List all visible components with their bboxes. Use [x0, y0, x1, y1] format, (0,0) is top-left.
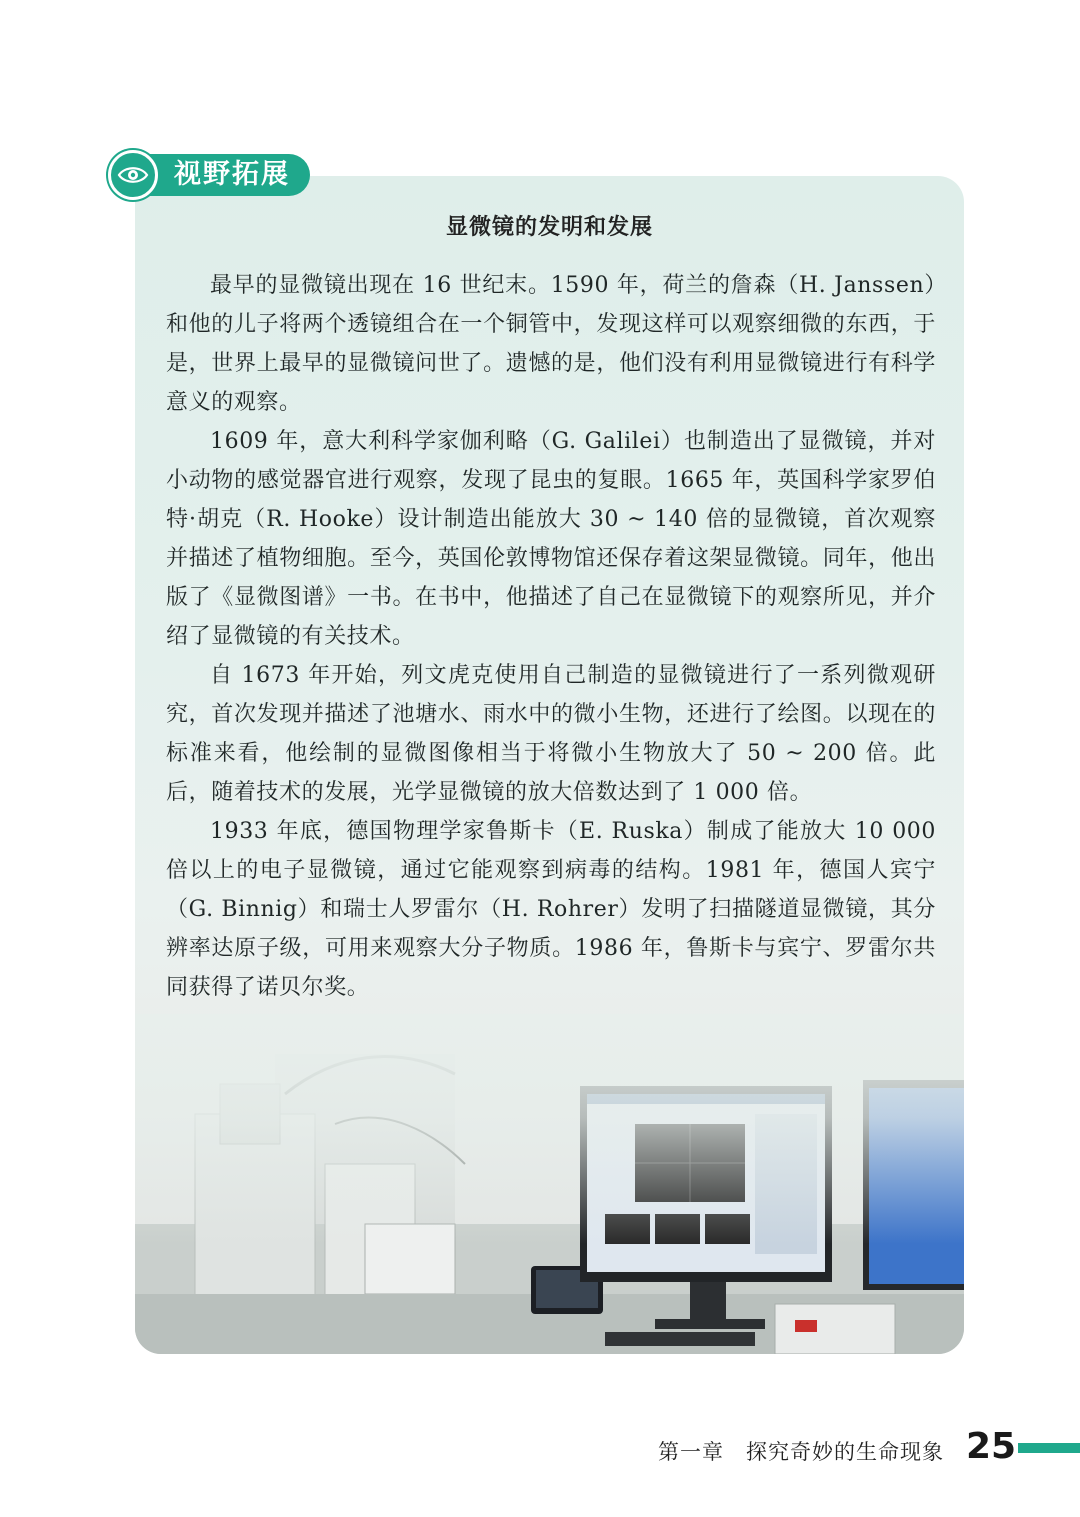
paragraph: 自 1673 年开始，列文虎克使用自己制造的显微镜进行了一系列微观研究，首次发现并描述了池塘水、雨水中的微小生物，还进行了绘图。以现在的标准来看，他绘制的显微图像相当于将微小生物放大了 50 ~ 200 倍。此后，随着技术的发展，光学显微镜的放大倍数达到了 1 000 倍。: [166, 663, 936, 805]
chapter-title: 第一章 探究奇妙的生命现象: [658, 1440, 944, 1464]
eye-icon: [117, 163, 149, 187]
electron-microscope-lab-photo: [135, 1014, 964, 1354]
paragraph: 1933 年底，德国物理学家鲁斯卡（E. Ruska）制成了能放大 10 000 倍以上的电子显微镜，通过它能观察到病毒的结构。1981 年，德国人宾宁（G. Binnig）和瑞士人罗雷尔（H. Rohrer）发明了扫描隧道显微镜，其分辨率达原子级，可用来观察大分子物质。1986 年，鲁斯卡与宾宁、罗雷尔共同获得了诺贝尔奖。: [166, 819, 936, 1000]
page-number: 25: [966, 1426, 1017, 1467]
paragraph: 最早的显微镜出现在 16 世纪末。1590 年，荷兰的詹森（H. Janssen）和他的儿子将两个透镜组合在一个铜管中，发现这样可以观察细微的东西，于是，世界上最早的显微镜问世了。遗憾的是，他们没有利用显微镜进行有科学意义的观察。: [166, 273, 936, 415]
footer-accent-bar: [1018, 1443, 1080, 1453]
article-title: 显微镜的发明和发展: [445, 215, 653, 240]
badge-icon-circle: [108, 150, 158, 200]
article-body: [166, 266, 936, 1007]
paragraph: 1609 年，意大利科学家伽利略（G. Galilei）也制造出了显微镜，并对小动物的感觉器官进行观察，发现了昆虫的复眼。1665 年，英国科学家罗伯特·胡克（R. Hooke）设计制造出能放大 30 ~ 140 倍的显微镜，首次观察并描述了植物细胞。至今，英国伦敦博物馆还保存着这架显微镜。同年，他出版了《显微图谱》一书。在书中，他描述了自己在显微镜下的观察所见，并介绍了显微镜的有关技术。: [166, 429, 936, 649]
badge-label: 视野拓展: [174, 159, 290, 190]
section-badge: [108, 150, 310, 200]
